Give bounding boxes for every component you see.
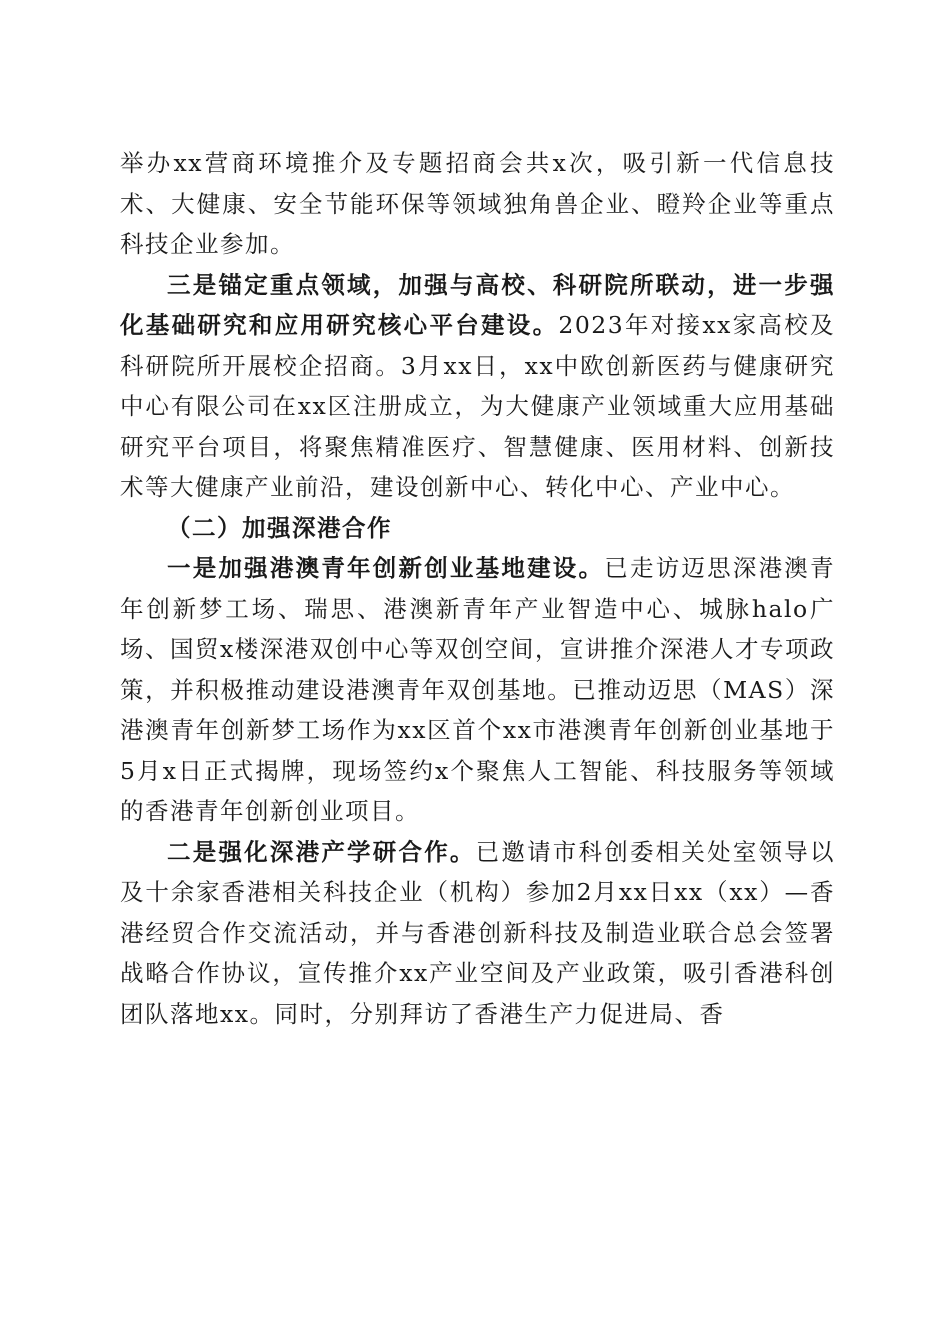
paragraph-lead: 三是锚定重点领域，加强与高校、科研院所联动，进一步强化基础研究和应用研究核心平台建设。 [120, 270, 835, 339]
paragraph-body: 举办xx营商环境推介及专题招商会共x次，吸引新一代信息技术、大健康、安全节能环保等领域独角兽企业、瞪羚企业等重点科技企业参加。 [120, 149, 835, 258]
paragraph-lead: 二是强化深港产学研合作。 [167, 837, 476, 866]
paragraph-youth-base [120, 548, 835, 832]
paragraph-body: 2023年对接xx家高校及科研院所开展校企招商。3月xx日，xx中欧创新医药与健康研究中心有限公司在xx区注册成立，为大健康产业领域重大应用基础研究平台项目，将聚焦精准医疗、智慧健康、医用材料、创新技术等大健康产业前沿，建设创新中心、转化中心、产业中心。 [120, 311, 836, 501]
paragraph-body: 已走访迈思深港澳青年创新梦工场、瑞思、港澳新青年产业智造中心、城脉halo广场、国贸x楼深港双创中心等双创空间，宣讲推介深港人才专项政策，并积极推动建设港澳青年双创基地。已推动迈思（MAS）深港澳青年创新梦工场作为xx区首个xx市港澳青年创新创业基地于5月x日正式揭牌，现场签约x个聚焦人工智能、科技服务等领域的香港青年创新创业项目。 [120, 554, 836, 825]
paragraph-lead: 一是加强港澳青年创新创业基地建设。 [167, 554, 605, 582]
paragraph-continuation [120, 143, 835, 265]
paragraph-industry-cooperation [120, 832, 835, 1035]
paragraph-key-fields [120, 265, 835, 508]
section-heading: （二）加强深港合作 [167, 513, 392, 542]
document-body [120, 143, 835, 1034]
paragraph-body: 已邀请市科创委相关处室领导以及十余家香港相关科技企业（机构）参加2月xx日xx（xx）—香港经贸合作交流活动，并与香港创新科技及制造业联合总会签署战略合作协议，宣传推介xx产业空间及产业政策，吸引香港科创团队落地xx。同时，分别拜访了香港生产力促进局、香 [120, 837, 836, 1028]
